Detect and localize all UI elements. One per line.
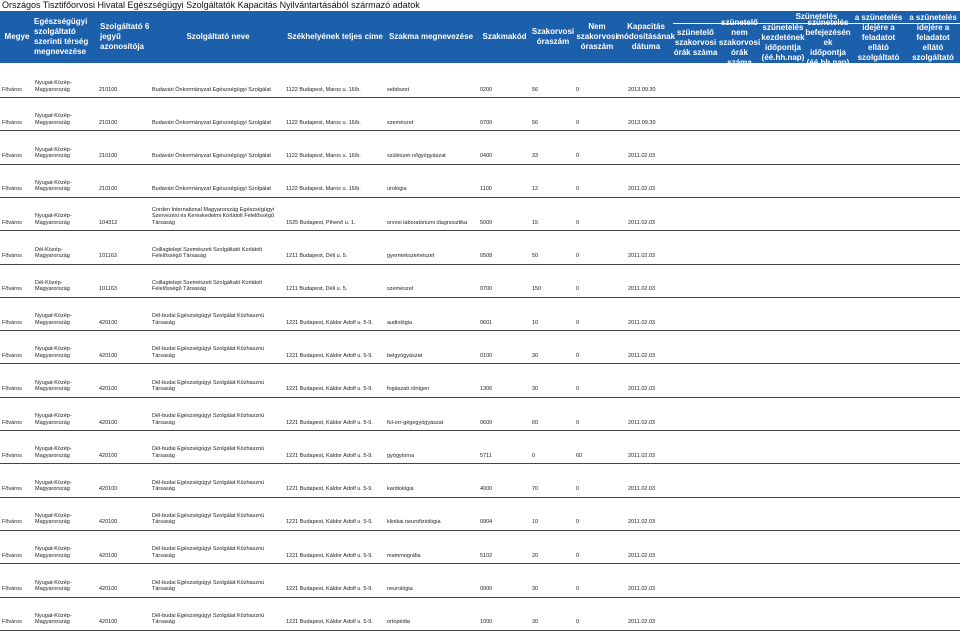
cell-kapacitas-datum: 2013.09.30 [628, 119, 656, 126]
table-row [0, 396, 960, 431]
header-szekhely: Székhelyének teljes címe [287, 32, 383, 41]
cell-region: Nyugat-Közép-Magyarország [35, 546, 72, 559]
cell-megye: Főváros [2, 386, 22, 393]
cell-oraszam: 56 [532, 119, 539, 126]
cell-address: 1221 Budapest, Káldor Adolf u. 5-9. [286, 419, 373, 426]
cell-kapacitas-datum: 2011.02.03 [628, 552, 656, 559]
table-row [0, 230, 960, 265]
cell-szakma: klinikai neurofiziológia [387, 519, 441, 526]
cell-szakma: fogászati röntgen [387, 386, 430, 393]
table-header [0, 11, 960, 72]
table-row [0, 529, 960, 564]
cell-provider-id: 420100 [99, 486, 118, 493]
cell-nem-oraszam: 0 [576, 619, 580, 626]
cell-megye: Főváros [2, 153, 22, 160]
cell-address: 1122 Budapest, Maros u. 16/b. [286, 153, 361, 160]
cell-provider-id: 210100 [99, 186, 118, 193]
cell-szakma: szemészet [387, 119, 414, 126]
cell-oraszam: 150 [532, 286, 542, 293]
table-row [0, 463, 960, 498]
cell-szakmakod: 1100 [480, 186, 492, 193]
cell-szakmakod: 0601 [480, 319, 493, 326]
cell-szakma: kardiológia [387, 486, 414, 493]
cell-megye: Főváros [2, 586, 22, 592]
cell-kapacitas-datum: 2011.02.03 [628, 186, 656, 193]
cell-nem-oraszam: 0 [576, 552, 580, 559]
cell-provider-name: Dél-budai Egészségügyi Szolgálat Közhasznú Társaság [152, 612, 265, 626]
cell-szakmakod: 4000 [480, 486, 493, 493]
cell-oraszam: 56 [532, 86, 539, 93]
cell-megye: Főváros [2, 619, 22, 626]
table-row [0, 196, 960, 231]
cell-megye: Főváros [2, 319, 22, 326]
cell-nem-oraszam: 0 [576, 586, 580, 592]
cell-megye: Főváros [2, 219, 22, 226]
cell-provider-name: Dél-budai Egészségügyi Szolgálat Közhasznú Társaság [152, 579, 265, 592]
cell-address: 1122 Budapest, Maros u. 16/b. [286, 186, 361, 193]
cell-kapacitas-datum: 2011.02.03 [628, 452, 656, 459]
cell-szakma: mammográfia [387, 552, 421, 559]
cell-nem-oraszam: 60 [576, 452, 583, 459]
cell-oraszam: 20 [532, 552, 539, 559]
cell-nem-oraszam: 0 [576, 486, 580, 493]
cell-region: Nyugat-Közép-Magyarország [35, 146, 72, 160]
table-row [0, 96, 960, 131]
cell-provider-name: Dél-budai Egészségügyi Szolgálat Közhasznú Társaság [152, 512, 265, 526]
cell-region: Nyugat-Közép-Magyarország [35, 512, 72, 526]
cell-address: 1525 Budapest, Pihenő u. 1. [286, 219, 356, 226]
cell-szakma: szemészet [387, 286, 414, 293]
cell-nem-oraszam: 0 [576, 419, 580, 426]
cell-kapacitas-datum: 2011.02.03 [628, 586, 656, 592]
cell-provider-name: Budavári Önkormányzat Egészségügyi Szolgálat [152, 186, 271, 193]
cell-address: 1221 Budapest, Káldor Adolf u. 5-9. [286, 619, 373, 626]
cell-szakmakod: 0400 [480, 153, 493, 160]
cell-provider-name: Dél-budai Egészségügyi Szolgálat Közhasznú Társaság [152, 546, 265, 559]
header-szunetelo-nem: szünetelő nem szakorvosi órák száma [718, 18, 761, 67]
cell-region: Nyugat-Közép-Magyarország [35, 579, 72, 592]
cell-szakma: sebészet [387, 86, 410, 93]
cell-provider-id: 210100 [99, 119, 118, 126]
cell-nem-oraszam: 0 [576, 319, 580, 326]
header-region: Egészségügyi szolgáltató szerinti térség megnevezése [34, 17, 89, 56]
cell-address: 1122 Budapest, Maros u. 16/b. [286, 119, 361, 126]
cell-address: 1221 Budapest, Káldor Adolf u. 5-9. [286, 486, 373, 493]
cell-kapacitas-datum: 2011.02.03 [628, 286, 656, 293]
table-row [0, 163, 960, 198]
cell-provider-name: Dél-budai Egészségügyi Szolgálat Közhasznú Társaság [152, 479, 265, 493]
cell-provider-id: 420100 [99, 619, 118, 626]
cell-provider-id: 101163 [99, 286, 117, 293]
cell-szakma: ortopédia [387, 619, 410, 626]
cell-region: Nyugat-Közép-Magyarország [35, 379, 72, 393]
table-row [0, 563, 960, 598]
cell-szakma: audiológia [387, 319, 413, 326]
cell-provider-name: Dél-budai Egészségügyi Szolgálat Közhasznú Társaság [152, 346, 265, 359]
cell-provider-name: Budavári Önkormányzat Egészségügyi Szolgálat [152, 119, 271, 126]
cell-region: Dél-Közép-Magyarország [35, 246, 70, 259]
cell-oraszam: 30 [532, 386, 539, 393]
header-szakmakod: Szakmakód [482, 32, 527, 41]
table-row [0, 429, 960, 464]
cell-szakmakod: 0700 [480, 119, 493, 126]
cell-provider-id: 104312 [99, 219, 118, 226]
cell-szakma: gyógytorna [387, 452, 415, 459]
header-neve: Szolgáltató neve [186, 32, 250, 41]
cell-oraszam: 70 [532, 486, 539, 493]
cell-region: Nyugat-Közép-Magyarország [35, 346, 72, 359]
cell-szakmakod: 5000 [480, 219, 493, 226]
cell-provider-id: 420100 [99, 586, 118, 592]
cell-nem-oraszam: 0 [576, 519, 580, 526]
header-szunetelo-szakorvosi: szünetelő szakorvosi órák száma [673, 28, 718, 57]
cell-nem-oraszam: 0 [576, 352, 580, 359]
cell-szakma: fül-orr-gégegyógyászat [387, 419, 444, 426]
cell-region: Nyugat-Közép-Magyarország [35, 213, 72, 226]
cell-megye: Főváros [2, 552, 22, 559]
cell-oraszam: 33 [532, 153, 539, 160]
cell-oraszam: 10 [532, 519, 539, 526]
cell-megye: Főváros [2, 286, 22, 293]
cell-megye: Főváros [2, 86, 22, 93]
cell-szakmakod: 0200 [480, 86, 493, 93]
cell-szakma: gyermekszemészet [387, 253, 435, 259]
cell-kapacitas-datum: 2011.02.03 [628, 519, 656, 526]
cell-provider-id: 420100 [99, 419, 118, 426]
page-title: Országos Tisztifőorvosi Hivatal Egészségügyi Szolgáltatók Kapacitás Nyilvántartásából származó adatok [2, 0, 420, 10]
cell-provider-name: Dél-budai Egészségügyi Szolgálat Közhasznú Társaság [152, 413, 265, 426]
header-feladat-azonosito: a szünetelés idejére a feladatot ellátó szolgáltató azonosítója [854, 13, 903, 72]
cell-region: Nyugat-Közép-Magyarország [35, 113, 72, 126]
cell-szakmakod: 0700 [480, 286, 493, 293]
cell-address: 1221 Budapest, Káldor Adolf u. 5-9. [286, 519, 373, 526]
cell-region: Nyugat-Közép-Magyarország [35, 413, 72, 426]
cell-provider-id: 420100 [99, 519, 118, 526]
cell-provider-id: 210100 [99, 153, 118, 160]
cell-provider-name: Corden International Magyarország Egészségügyi Szervezési és Kereskedelmi Korlátolt Felelősségű Társaság [152, 206, 274, 226]
cell-nem-oraszam: 0 [576, 253, 580, 259]
cell-nem-oraszam: 0 [576, 186, 580, 193]
table-row [0, 496, 960, 531]
cell-szakmakod: 5711 [480, 452, 492, 459]
cell-oraszam: 0 [532, 452, 536, 459]
cell-kapacitas-datum: 2011.02.03 [628, 319, 656, 326]
cell-region: Nyugat-Közép-Magyarország [35, 446, 72, 459]
header-group-szunetelés: Szünetelés [795, 12, 838, 21]
cell-provider-id: 420100 [99, 552, 118, 559]
cell-address: 1122 Budapest, Maros u. 16/b. [286, 86, 361, 93]
header-feladat-megnevezes: a szünetelés idejére a feladatot ellátó szolgáltató megnevezése [906, 13, 960, 72]
cell-szakma: urológia [387, 186, 407, 193]
cell-provider-name: Csillagtelepi Szemészeti Szolgáltató Korlátolt Felelősségű Társaság [152, 246, 263, 259]
cell-nem-oraszam: 0 [576, 386, 580, 393]
cell-kapacitas-datum: 2011.02.03 [628, 486, 656, 493]
header-befejezes: szünetelés befejezésén ek időpontja (éé.hh.nap) [805, 18, 851, 67]
cell-region: Nyugat-Közép-Magyarország [35, 80, 72, 93]
cell-kapacitas-datum: 2011.02.03 [628, 253, 656, 259]
cell-provider-name: Dél-budai Egészségügyi Szolgálat Közhasznú Társaság [152, 446, 265, 459]
cell-provider-name: Dél-budai Egészségügyi Szolgálat Közhasznú Társaság [152, 379, 265, 393]
header-szakma: Szakma megnevezése [388, 32, 474, 41]
table-row [0, 296, 960, 331]
cell-region: Nyugat-Közép-Magyarország [35, 313, 72, 326]
cell-address: 1211 Budapest, Déli u. 5. [286, 286, 348, 293]
header-oraszam: Szakorvosi óraszám [531, 27, 575, 46]
cell-kapacitas-datum: 2011.02.03 [628, 619, 656, 626]
cell-provider-name: Csillagtelepi Szemészeti Szolgáltató Korlátolt Felelősségű Társaság [152, 279, 263, 293]
cell-kapacitas-datum: 2013.09.30 [628, 86, 656, 93]
cell-address: 1211 Budapest, Déli u. 5. [286, 253, 348, 259]
cell-szakmakod: 1306 [480, 386, 493, 393]
cell-szakmakod: 0508 [480, 253, 493, 259]
cell-provider-id: 420100 [99, 352, 118, 359]
header-kapacitas-datum: Kapacitás módosításának dátuma [616, 22, 676, 51]
table-row [0, 329, 960, 364]
cell-nem-oraszam: 0 [576, 119, 580, 126]
cell-nem-oraszam: 0 [576, 86, 580, 93]
cell-megye: Főváros [2, 186, 22, 193]
cell-region: Nyugat-Közép-Magyarország [35, 479, 72, 493]
table-row [0, 130, 960, 165]
cell-provider-id: 420100 [99, 386, 118, 393]
cell-megye: Főváros [2, 519, 22, 526]
cell-provider-id: 101163 [99, 253, 117, 259]
cell-nem-oraszam: 0 [576, 286, 580, 293]
header-megye: Megye [4, 32, 30, 41]
cell-oraszam: 30 [532, 619, 539, 626]
cell-address: 1221 Budapest, Káldor Adolf u. 5-9. [286, 452, 373, 459]
cell-address: 1221 Budapest, Káldor Adolf u. 5-9. [286, 319, 373, 326]
table-row [0, 363, 960, 398]
cell-oraszam: 12 [532, 186, 539, 193]
table-row [0, 263, 960, 298]
cell-address: 1221 Budapest, Káldor Adolf u. 5-9. [286, 586, 373, 592]
cell-oraszam: 10 [532, 319, 539, 326]
cell-szakmakod: 1000 [480, 619, 493, 626]
cell-region: Dél-Közép-Magyarország [35, 279, 70, 293]
cell-address: 1221 Budapest, Káldor Adolf u. 5-9. [286, 386, 373, 393]
cell-szakmakod: 0100 [480, 352, 493, 359]
cell-megye: Főváros [2, 352, 22, 359]
cell-oraszam: 50 [532, 253, 539, 259]
cell-address: 1221 Budapest, Káldor Adolf u. 5-9. [286, 552, 373, 559]
cell-kapacitas-datum: 2011.02.03 [628, 219, 656, 226]
table-row [0, 596, 960, 631]
cell-region: Nyugat-Közép-Magyarország [35, 179, 72, 193]
cell-provider-name: Budavári Önkormányzat Egészségügyi Szolgálat [152, 86, 271, 93]
cell-oraszam: 30 [532, 586, 539, 592]
cell-megye: Főváros [2, 452, 22, 459]
cell-kapacitas-datum: 2011.02.03 [628, 419, 656, 426]
cell-szakmakod: 0900 [480, 586, 493, 592]
cell-szakmakod: 0600 [480, 419, 493, 426]
cell-megye: Főváros [2, 419, 22, 426]
cell-kapacitas-datum: 2011.02.03 [628, 153, 656, 160]
cell-region: Nyugat-Közép-Magyarország [35, 612, 72, 626]
table-row [0, 63, 960, 98]
header-kezdet: szünetelés kezdetének időpontja (éé.hh.nap) [761, 23, 805, 62]
header-nem-oraszam: Nem szakorvosi óraszám [576, 22, 618, 51]
cell-nem-oraszam: 0 [576, 219, 580, 226]
cell-szakma: neurológia [387, 586, 413, 592]
cell-address: 1221 Budapest, Káldor Adolf u. 5-9. [286, 352, 373, 359]
cell-szakma: szülészet-nőgyógyászat [387, 153, 446, 160]
cell-kapacitas-datum: 2011.02.03 [628, 352, 656, 359]
cell-oraszam: 30 [532, 352, 539, 359]
cell-megye: Főváros [2, 253, 22, 259]
cell-provider-id: 420100 [99, 452, 118, 459]
cell-szakma: belgyógyászat [387, 352, 423, 359]
cell-szakmakod: 0904 [480, 519, 493, 526]
cell-kapacitas-datum: 2011.02.03 [628, 386, 656, 393]
cell-nem-oraszam: 0 [576, 153, 580, 160]
cell-oraszam: 15 [532, 219, 539, 226]
cell-provider-name: Dél-budai Egészségügyi Szolgálat Közhasznú Társaság [152, 313, 265, 326]
cell-szakmakod: 5102 [480, 552, 493, 559]
header-jegyu: Szolgáltató 6 jegyű azonosítója [100, 22, 150, 51]
cell-oraszam: 60 [532, 419, 539, 426]
cell-szakma: orvosi laboratóriumi diagnosztika [387, 219, 468, 226]
cell-megye: Főváros [2, 119, 22, 126]
cell-megye: Főváros [2, 486, 22, 493]
cell-provider-name: Budavári Önkormányzat Egészségügyi Szolgálat [152, 153, 271, 160]
cell-provider-id: 210100 [99, 86, 118, 93]
cell-provider-id: 420100 [99, 319, 118, 326]
